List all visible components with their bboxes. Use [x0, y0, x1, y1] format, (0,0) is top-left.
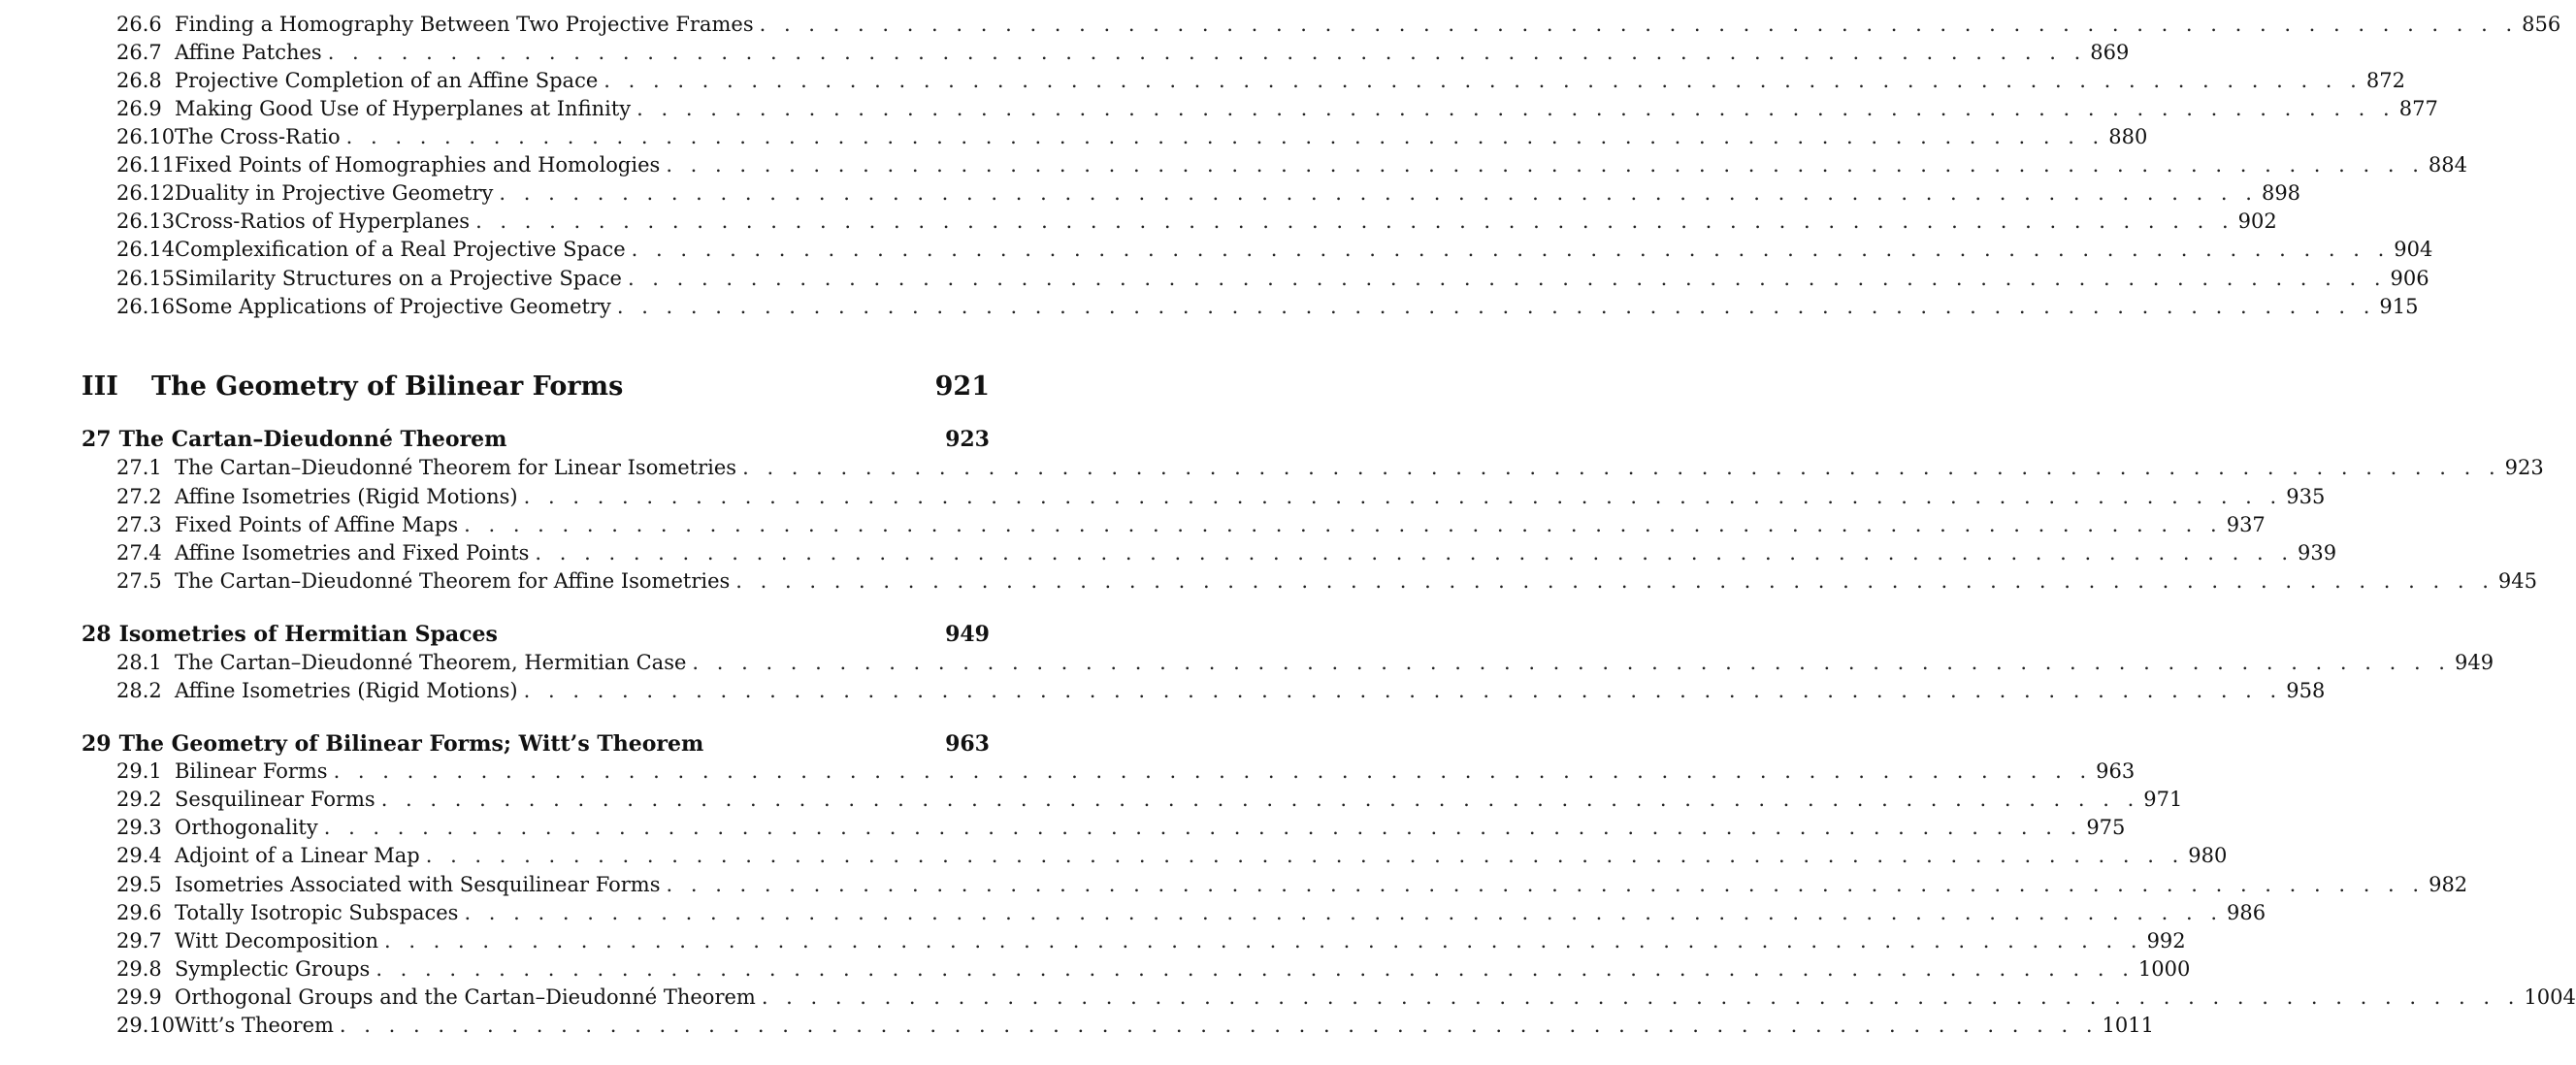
toc-entry	[116, 899, 2266, 927]
section-title: Affine Isometries (Rigid Motions)	[175, 485, 518, 508]
dot-leader: . . . . . . . . . . . . . . . . . . . . . . . . . . . . . . . . . . . . . . . . . . . . . . . . . . . . . . . . . . . . . . . . . . . . . . . .	[380, 788, 2140, 811]
section-title: The Cartan–Dieudonné Theorem, Hermitian Case	[175, 651, 687, 674]
page-number: 902	[2237, 210, 2277, 233]
toc-entry	[116, 265, 2429, 293]
page-number: 971	[2143, 788, 2183, 811]
section-number: 29.10	[116, 1014, 176, 1037]
section-title: Duality in Projective Geometry	[175, 181, 494, 205]
page-number: 982	[2429, 873, 2468, 896]
section-number: 27.1	[116, 456, 162, 479]
dot-leader: . . . . . . . . . . . . . . . . . . . . . . . . . . . . . . . . . . . . . . . . . . . . . . . . . . . . . . . . . . . . . . . . . . . . . . . .	[464, 513, 2223, 536]
section-title: Some Applications of Projective Geometry	[175, 295, 611, 318]
section-title: Fixed Points of Affine Maps	[175, 513, 459, 536]
section-number: 27.3	[116, 513, 162, 536]
toc-entry	[116, 567, 2537, 596]
section-title: Affine Patches	[175, 41, 322, 64]
page-number: 949	[2454, 651, 2494, 674]
toc-entry	[116, 1012, 2154, 1040]
section-title: Affine Isometries (Rigid Motions)	[175, 679, 518, 702]
page-number: 1004	[2524, 985, 2576, 1009]
section-title: Orthogonal Groups and the Cartan–Dieudonné Theorem	[175, 985, 756, 1009]
chapter-label	[82, 729, 703, 758]
chapter-title: The Geometry of Bilinear Forms; Witt’s Theorem	[118, 731, 704, 757]
section-number: 27.5	[116, 569, 162, 593]
toc-entry	[116, 11, 2561, 39]
section-number: 26.6	[116, 13, 162, 36]
section-title: Making Good Use of Hyperplanes at Infinity	[175, 97, 632, 120]
page-number: 898	[2261, 181, 2301, 205]
page-number: 945	[2497, 569, 2537, 593]
toc-entry	[116, 123, 2148, 151]
chapter-title: The Cartan–Dieudonné Theorem	[118, 427, 507, 452]
section-number: 29.3	[116, 816, 162, 839]
page-number: 884	[2428, 153, 2467, 177]
page-number: 1000	[2137, 957, 2191, 981]
section-title: Cross-Ratios of Hyperplanes	[175, 210, 471, 233]
section-title: The Cross-Ratio	[175, 125, 341, 148]
section-title: Adjoint of a Linear Map	[175, 844, 420, 867]
section-title: Isometries Associated with Sesquilinear Forms	[175, 873, 661, 896]
toc-entry	[116, 539, 2337, 567]
section-number: 26.9	[116, 97, 162, 120]
dot-leader: . . . . . . . . . . . . . . . . . . . . . . . . . . . . . . . . . . . . . . . . . . . . . . . . . . . . . . . . . . . . . . . . . . . . . . . .	[523, 679, 2283, 702]
dot-leader: . . . . . . . . . . . . . . . . . . . . . . . . . . . . . . . . . . . . . . . . . . . . . . . . . . . . . . . . . . . . . . . . . . . . . . . .	[425, 844, 2185, 867]
dot-leader: . . . . . . . . . . . . . . . . . . . . . . . . . . . . . . . . . . . . . . . . . . . . . . . . . . . . . . . . . . . . . . . . . . . . . . . .	[375, 957, 2135, 981]
section-title: Finding a Homography Between Two Projective Frames	[175, 13, 754, 36]
section-number: 29.4	[116, 844, 162, 867]
section-title: Witt’s Theorem	[175, 1014, 334, 1037]
dot-leader: . . . . . . . . . . . . . . . . . . . . . . . . . . . . . . . . . . . . . . . . . . . . . . . . . . . . . . . . . . . . . . . . . . . . . . . .	[759, 13, 2519, 36]
section-number: 26.16	[116, 295, 176, 318]
dot-leader: . . . . . . . . . . . . . . . . . . . . . . . . . . . . . . . . . . . . . . . . . . . . . . . . . . . . . . . . . . . . . . . . . . . . . . . .	[333, 759, 2093, 783]
dot-leader: . . . . . . . . . . . . . . . . . . . . . . . . . . . . . . . . . . . . . . . . . . . . . . . . . . . . . . . . . . . . . . . . . . . . . . . .	[345, 125, 2105, 148]
section-title: Similarity Structures on a Projective Space	[175, 267, 622, 290]
chapter-heading	[82, 729, 990, 758]
dot-leader: . . . . . . . . . . . . . . . . . . . . . . . . . . . . . . . . . . . . . . . . . . . . . . . . . . . . . . . . . . . . . . . . . . . . . . . .	[666, 153, 2425, 177]
page-number: 906	[2390, 267, 2429, 290]
section-title: Orthogonality	[175, 816, 318, 839]
chapter-heading	[82, 425, 990, 454]
dot-leader: . . . . . . . . . . . . . . . . . . . . . . . . . . . . . . . . . . . . . . . . . . . . . . . . . . . . . . . . . . . . . . . . . . . . . . . .	[327, 41, 2087, 64]
section-title: The Cartan–Dieudonné Theorem for Affine Isometries	[175, 569, 731, 593]
toc-entry	[116, 293, 2419, 321]
page-number: 975	[2086, 816, 2126, 839]
chapter-page-number: 963	[945, 731, 990, 757]
section-number: 26.10	[116, 125, 176, 148]
section-title: Sesquilinear Forms	[175, 788, 375, 811]
chapter-label	[82, 425, 506, 454]
section-number: 26.15	[116, 267, 176, 290]
page-number: 877	[2398, 97, 2438, 120]
section-title: Symplectic Groups	[175, 957, 371, 981]
section-title: Bilinear Forms	[175, 759, 328, 783]
section-number: 27.2	[116, 485, 162, 508]
page-number: 872	[2365, 69, 2405, 92]
toc-entry	[116, 677, 2326, 705]
dot-leader: . . . . . . . . . . . . . . . . . . . . . . . . . . . . . . . . . . . . . . . . . . . . . . . . . . . . . . . . . . . . . . . . . . . . . . . .	[666, 873, 2426, 896]
page-number: 915	[2379, 295, 2419, 318]
page-number: 869	[2090, 41, 2130, 64]
toc-entry	[116, 955, 2191, 984]
page-number: 935	[2286, 485, 2326, 508]
page-number: 937	[2226, 513, 2266, 536]
toc-entry	[116, 483, 2326, 511]
toc-entry	[116, 984, 2576, 1012]
chapter-number: 29	[82, 731, 112, 757]
toc-entry	[116, 871, 2468, 899]
section-number: 29.7	[116, 929, 162, 952]
dot-leader: . . . . . . . . . . . . . . . . . . . . . . . . . . . . . . . . . . . . . . . . . . . . . . . . . . . . . . . . . . . . . . . . . . . . . . . .	[339, 1014, 2099, 1037]
page-number: 958	[2286, 679, 2326, 702]
chapter-page-number: 949	[945, 622, 990, 647]
dot-leader: . . . . . . . . . . . . . . . . . . . . . . . . . . . . . . . . . . . . . . . . . . . . . . . . . . . . . . . . . . . . . . . . . . . . . . . .	[627, 267, 2387, 290]
toc-entry	[116, 927, 2186, 955]
page-number: 904	[2394, 238, 2433, 261]
dot-leader: . . . . . . . . . . . . . . . . . . . . . . . . . . . . . . . . . . . . . . . . . . . . . . . . . . . . . . . . . . . . . . . . . . . . . . . .	[735, 569, 2494, 593]
section-number: 29.2	[116, 788, 162, 811]
toc-entry	[116, 151, 2467, 179]
toc-entry	[116, 842, 2228, 870]
toc-entry	[116, 39, 2130, 67]
section-number: 29.6	[116, 901, 162, 924]
section-number: 29.9	[116, 985, 162, 1009]
section-number: 28.1	[116, 651, 162, 674]
toc-entry	[116, 786, 2183, 814]
chapter-title: Isometries of Hermitian Spaces	[118, 622, 498, 647]
dot-leader: . . . . . . . . . . . . . . . . . . . . . . . . . . . . . . . . . . . . . . . . . . . . . . . . . . . . . . . . . . . . . . . . . . . . . . . .	[499, 181, 2258, 205]
section-title: Projective Completion of an Affine Space	[175, 69, 599, 92]
part-title: The Geometry of Bilinear Forms	[151, 371, 624, 402]
page-number: 880	[2108, 125, 2148, 148]
page-number: 992	[2146, 929, 2186, 952]
section-number: 26.12	[116, 181, 176, 205]
toc-entry	[116, 236, 2433, 264]
page-number: 856	[2522, 13, 2561, 36]
section-number: 27.4	[116, 541, 162, 565]
page-number: 986	[2227, 901, 2266, 924]
part-number: III	[82, 371, 118, 402]
part-label	[82, 369, 623, 405]
dot-leader: . . . . . . . . . . . . . . . . . . . . . . . . . . . . . . . . . . . . . . . . . . . . . . . . . . . . . . . . . . . . . . . . . . . . . . . .	[616, 295, 2376, 318]
section-number: 26.11	[116, 153, 176, 177]
chapter-page-number: 923	[945, 427, 990, 452]
section-title: Complexification of a Real Projective Space	[175, 238, 626, 261]
part-heading	[82, 369, 990, 405]
dot-leader: . . . . . . . . . . . . . . . . . . . . . . . . . . . . . . . . . . . . . . . . . . . . . . . . . . . . . . . . . . . . . . . . . . . . . . . .	[464, 901, 2224, 924]
dot-leader: . . . . . . . . . . . . . . . . . . . . . . . . . . . . . . . . . . . . . . . . . . . . . . . . . . . . . . . . . . . . . . . . . . . . . . . .	[636, 97, 2396, 120]
dot-leader: . . . . . . . . . . . . . . . . . . . . . . . . . . . . . . . . . . . . . . . . . . . . . . . . . . . . . . . . . . . . . . . . . . . . . . . .	[631, 238, 2391, 261]
dot-leader: . . . . . . . . . . . . . . . . . . . . . . . . . . . . . . . . . . . . . . . . . . . . . . . . . . . . . . . . . . . . . . . . . . . . . . . .	[523, 485, 2283, 508]
section-title: Fixed Points of Homographies and Homologies	[175, 153, 661, 177]
section-number: 26.8	[116, 69, 162, 92]
section-number: 29.8	[116, 957, 162, 981]
toc-entry	[116, 95, 2438, 123]
dot-leader: . . . . . . . . . . . . . . . . . . . . . . . . . . . . . . . . . . . . . . . . . . . . . . . . . . . . . . . . . . . . . . . . . . . . . . . .	[535, 541, 2294, 565]
toc-entry	[116, 454, 2544, 482]
chapter-label	[82, 620, 498, 649]
dot-leader: . . . . . . . . . . . . . . . . . . . . . . . . . . . . . . . . . . . . . . . . . . . . . . . . . . . . . . . . . . . . . . . . . . . . . . . .	[475, 210, 2234, 233]
section-number: 28.2	[116, 679, 162, 702]
page-number: 1011	[2102, 1014, 2154, 1037]
page-number: 939	[2298, 541, 2337, 565]
section-number: 29.5	[116, 873, 162, 896]
part-page-number: 921	[934, 371, 990, 402]
section-title: The Cartan–Dieudonné Theorem for Linear Isometries	[175, 456, 737, 479]
section-number: 29.1	[116, 759, 162, 783]
page-number: 963	[2096, 759, 2136, 783]
dot-leader: . . . . . . . . . . . . . . . . . . . . . . . . . . . . . . . . . . . . . . . . . . . . . . . . . . . . . . . . . . . . . . . . . . . . . . . .	[761, 985, 2521, 1009]
toc-entry	[116, 814, 2126, 842]
dot-leader: . . . . . . . . . . . . . . . . . . . . . . . . . . . . . . . . . . . . . . . . . . . . . . . . . . . . . . . . . . . . . . . . . . . . . . . .	[323, 816, 2083, 839]
section-title: Totally Isotropic Subspaces	[175, 901, 459, 924]
dot-leader: . . . . . . . . . . . . . . . . . . . . . . . . . . . . . . . . . . . . . . . . . . . . . . . . . . . . . . . . . . . . . . . . . . . . . . . .	[603, 69, 2363, 92]
page-number: 923	[2504, 456, 2544, 479]
dot-leader: . . . . . . . . . . . . . . . . . . . . . . . . . . . . . . . . . . . . . . . . . . . . . . . . . . . . . . . . . . . . . . . . . . . . . . . .	[692, 651, 2451, 674]
toc-entry	[116, 758, 2136, 786]
dot-leader: . . . . . . . . . . . . . . . . . . . . . . . . . . . . . . . . . . . . . . . . . . . . . . . . . . . . . . . . . . . . . . . . . . . . . . . .	[742, 456, 2501, 479]
page-number: 980	[2188, 844, 2228, 867]
chapter-heading	[82, 620, 990, 649]
section-number: 26.14	[116, 238, 176, 261]
toc-entry	[116, 179, 2301, 208]
section-title: Witt Decomposition	[175, 929, 378, 952]
section-title: Affine Isometries and Fixed Points	[175, 541, 530, 565]
toc-entry	[116, 511, 2266, 539]
chapter-number: 27	[82, 427, 112, 452]
section-number: 26.7	[116, 41, 162, 64]
toc-entry	[116, 208, 2277, 236]
dot-leader: . . . . . . . . . . . . . . . . . . . . . . . . . . . . . . . . . . . . . . . . . . . . . . . . . . . . . . . . . . . . . . . . . . . . . . . .	[383, 929, 2143, 952]
toc-entry	[116, 649, 2494, 677]
toc-entry	[116, 67, 2405, 95]
chapter-number: 28	[82, 622, 112, 647]
section-number: 26.13	[116, 210, 176, 233]
